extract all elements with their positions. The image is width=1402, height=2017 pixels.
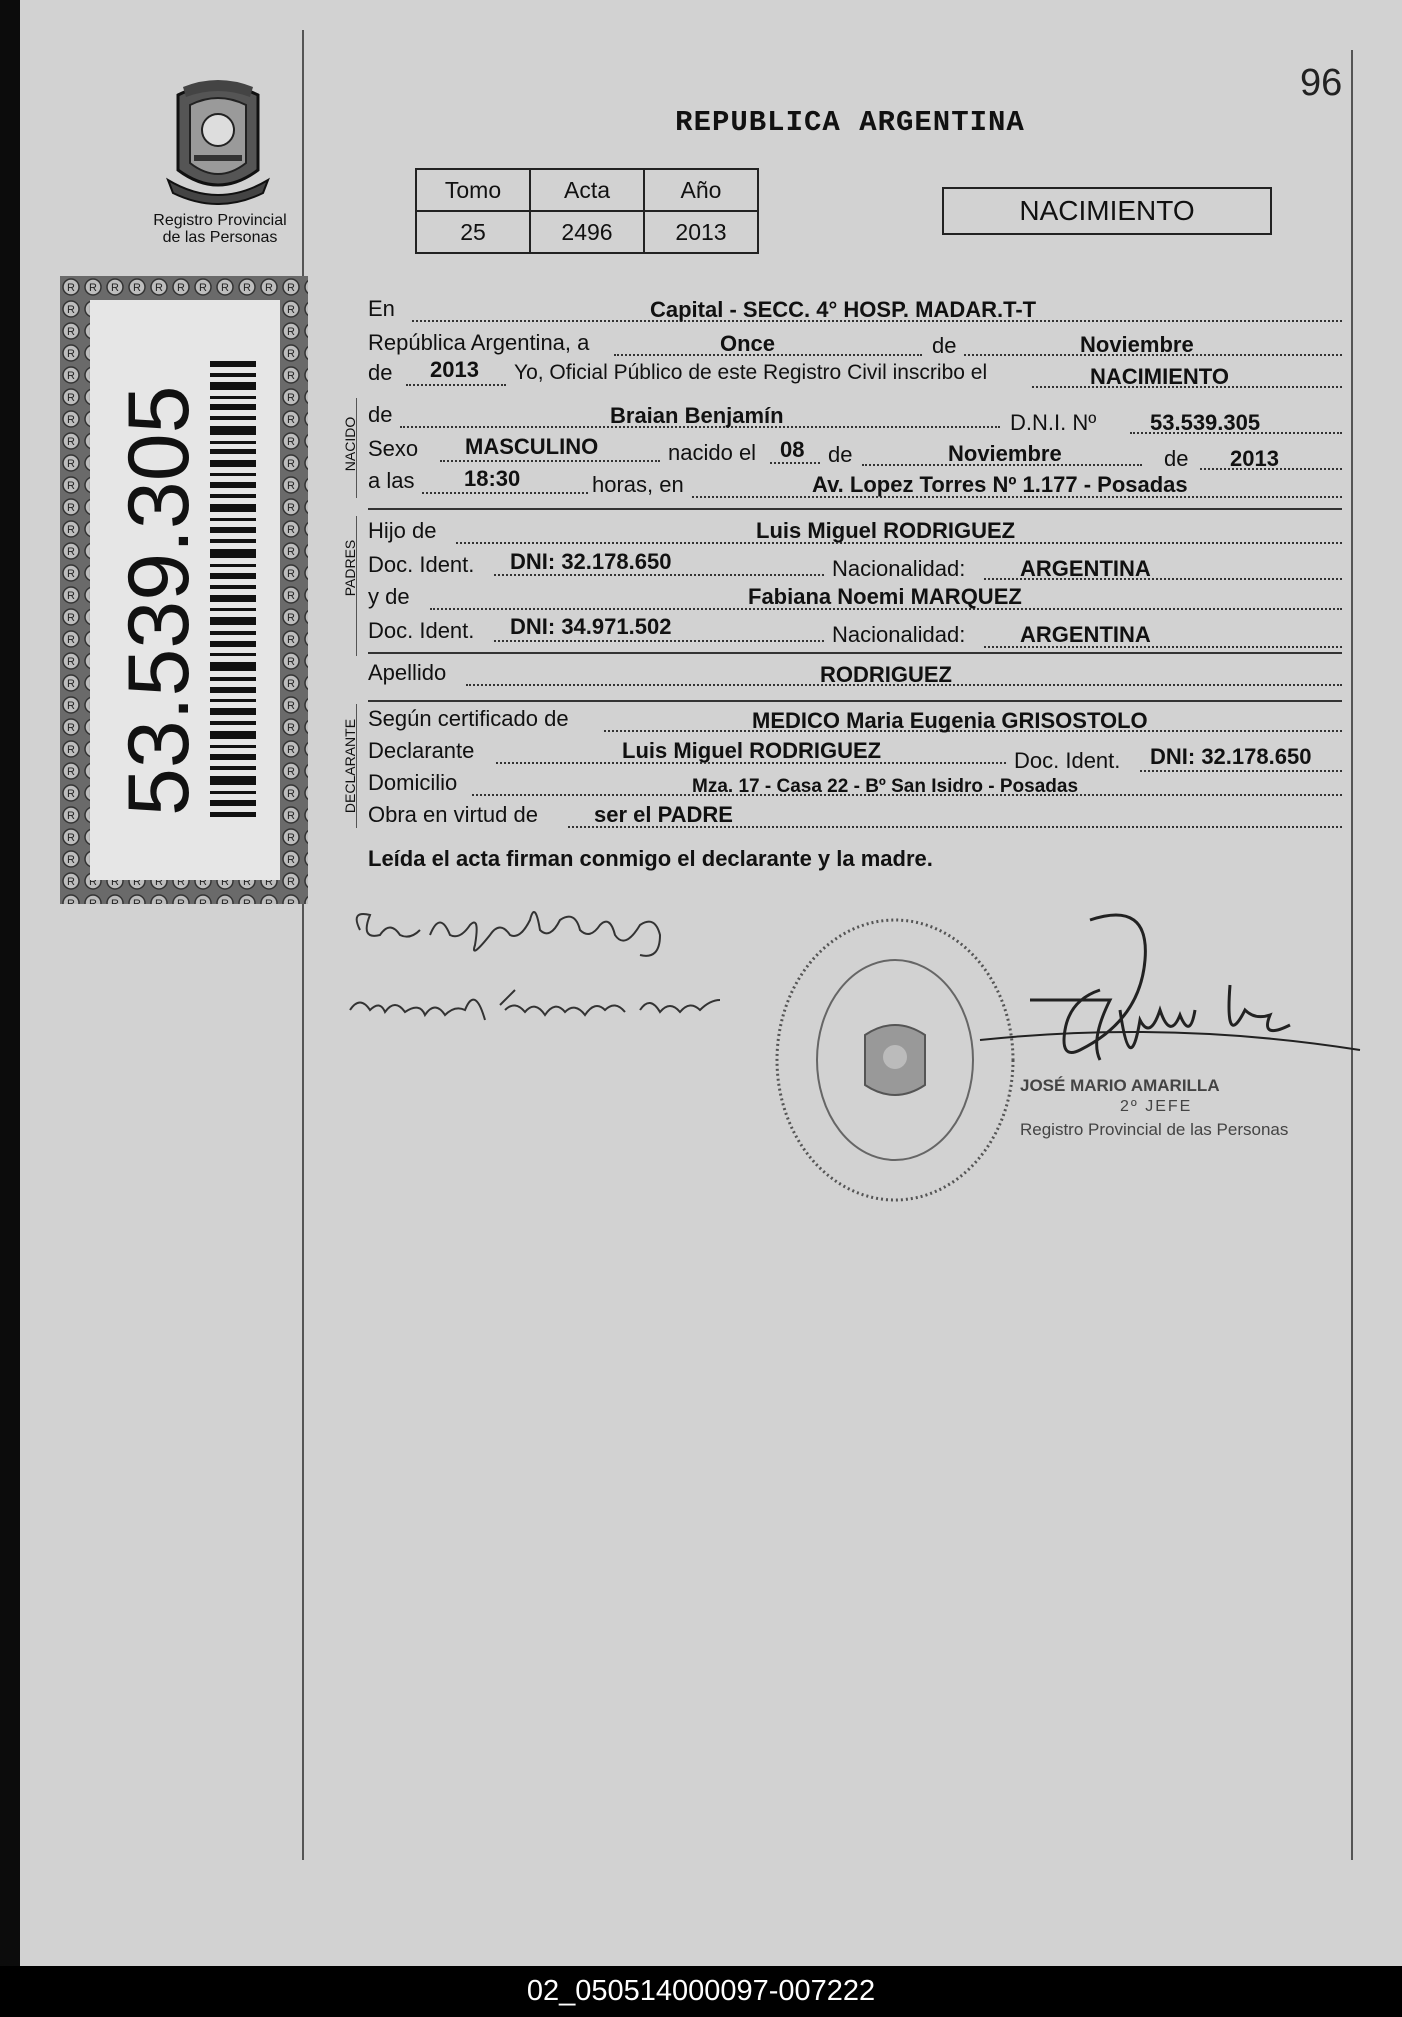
value-tomo: 25 (416, 211, 530, 253)
header-tomo: Tomo (416, 169, 530, 211)
record-table (415, 168, 759, 254)
value-lugar: Capital - SECC. 4° HOSP. MADAR.T-T (650, 297, 1037, 322)
header-anio: Año (644, 169, 758, 211)
label-apellido: Apellido (368, 660, 447, 685)
value-certificado: MEDICO Maria Eugenia GRISOSTOLO (752, 708, 1148, 733)
value-nac-anio: 2013 (1230, 446, 1279, 471)
section-label-nacido: NACIDO (342, 416, 358, 472)
value-obra: ser el PADRE (594, 802, 733, 827)
document-title: REPUBLICA ARGENTINA (675, 106, 1025, 139)
dotline-madre-doc (494, 640, 824, 642)
value-anio: 2013 (430, 357, 479, 382)
scan-footer-id: 02_050514000097-007222 (0, 1966, 1402, 2017)
value-padre-doc: DNI: 32.178.650 (510, 549, 672, 574)
divider-nacido (368, 508, 1342, 510)
official-role: 2º JEFE (1120, 1098, 1193, 1115)
label-de-nac-anio: de (1164, 446, 1189, 471)
official-signature (970, 900, 1370, 1090)
value-declarante: Luis Miguel RODRIGUEZ (622, 738, 882, 763)
dotline-sexo (440, 460, 660, 462)
dotline-year (406, 384, 506, 386)
dotline-declarante-doc (1140, 770, 1342, 772)
label-de-mes: de (932, 333, 957, 358)
label-sexo: Sexo (368, 436, 419, 461)
official-registry: Registro Provincial de las Personas (1020, 1120, 1289, 1139)
registry-name-line1: Registro Provincial (153, 212, 287, 229)
label-obra: Obra en virtud de (368, 802, 538, 827)
label-en: En (368, 296, 395, 321)
section-label-padres: PADRES (342, 539, 358, 597)
official-name: JOSÉ MARIO AMARILLA (1020, 1076, 1220, 1095)
value-sexo: MASCULINO (465, 434, 599, 459)
value-padre-nac: ARGENTINA (1020, 556, 1151, 581)
label-nacido-el: nacido el (668, 440, 757, 465)
label-a-las: a las (368, 468, 415, 493)
value-lugar-nac: Av. Lopez Torres Nº 1.177 - Posadas (812, 472, 1188, 497)
value-declarante-doc: DNI: 32.178.650 (1150, 744, 1312, 769)
section-label-declarante: DECLARANTE (342, 718, 358, 814)
label-republica: República Argentina, a (368, 330, 590, 355)
label-nac-padre: Nacionalidad: (832, 556, 966, 581)
label-de-nac-mes: de (828, 442, 853, 467)
handwritten-signatures (340, 890, 800, 1050)
label-dni: D.N.I. Nº (1010, 410, 1097, 435)
value-madre: Fabiana Noemi MARQUEZ (748, 584, 1022, 609)
registration-number-stamp (60, 276, 308, 904)
registry-name (130, 212, 310, 246)
value-madre-doc: DNI: 34.971.502 (510, 614, 672, 639)
value-nac-dia: 08 (780, 437, 805, 462)
value-dia: Once (720, 331, 776, 356)
value-hora: 18:30 (464, 466, 521, 491)
label-horas-en: horas, en (592, 472, 684, 497)
declarant-signature (357, 912, 660, 956)
label-doc-madre: Doc. Ident. (368, 618, 475, 643)
value-domicilio: Mza. 17 - Casa 22 - Bº San Isidro - Posadas (692, 776, 1079, 797)
closing-statement: Leída el acta firman conmigo el declarante y la madre. (368, 846, 933, 871)
value-padre: Luis Miguel RODRIGUEZ (756, 518, 1016, 543)
label-declarante: Declarante (368, 738, 475, 763)
stamp-number: 53.539.305 (111, 385, 207, 816)
label-hijo-de: Hijo de (368, 518, 437, 543)
label-y-de: y de (368, 584, 410, 609)
label-nac-madre: Nacionalidad: (832, 622, 966, 647)
value-nac-mes: Noviembre (948, 441, 1062, 466)
record-type-box: NACIMIENTO (942, 187, 1272, 235)
document-sheet (20, 0, 1402, 1966)
registry-name-line2: de las Personas (162, 229, 278, 246)
label-doc-padre: Doc. Ident. (368, 552, 475, 577)
value-acto: NACIMIENTO (1090, 364, 1229, 389)
label-segun: Según certificado de (368, 706, 569, 731)
dotline-hora (422, 492, 588, 494)
label-yo: Yo, Oficial Público de este Registro Civil inscribo el (514, 361, 988, 384)
page-number: 96 (1300, 62, 1343, 104)
mother-signature (350, 990, 720, 1020)
value-acta: 2496 (530, 211, 644, 253)
value-madre-nac: ARGENTINA (1020, 622, 1151, 647)
divider-apellido (368, 700, 1342, 702)
label-de-nombre: de (368, 402, 393, 427)
divider-padres (368, 652, 1342, 654)
value-dni: 53.539.305 (1150, 410, 1261, 435)
value-apellido: RODRIGUEZ (820, 662, 952, 687)
value-mes: Noviembre (1080, 332, 1194, 357)
header-acta: Acta (530, 169, 644, 211)
label-doc-declarante: Doc. Ident. (1014, 748, 1121, 773)
value-anio: 2013 (644, 211, 758, 253)
value-nombre: Braian Benjamín (610, 403, 784, 428)
provincia-misiones-emblem (158, 75, 278, 205)
label-de-year: de (368, 360, 393, 385)
label-domicilio: Domicilio (368, 770, 458, 795)
